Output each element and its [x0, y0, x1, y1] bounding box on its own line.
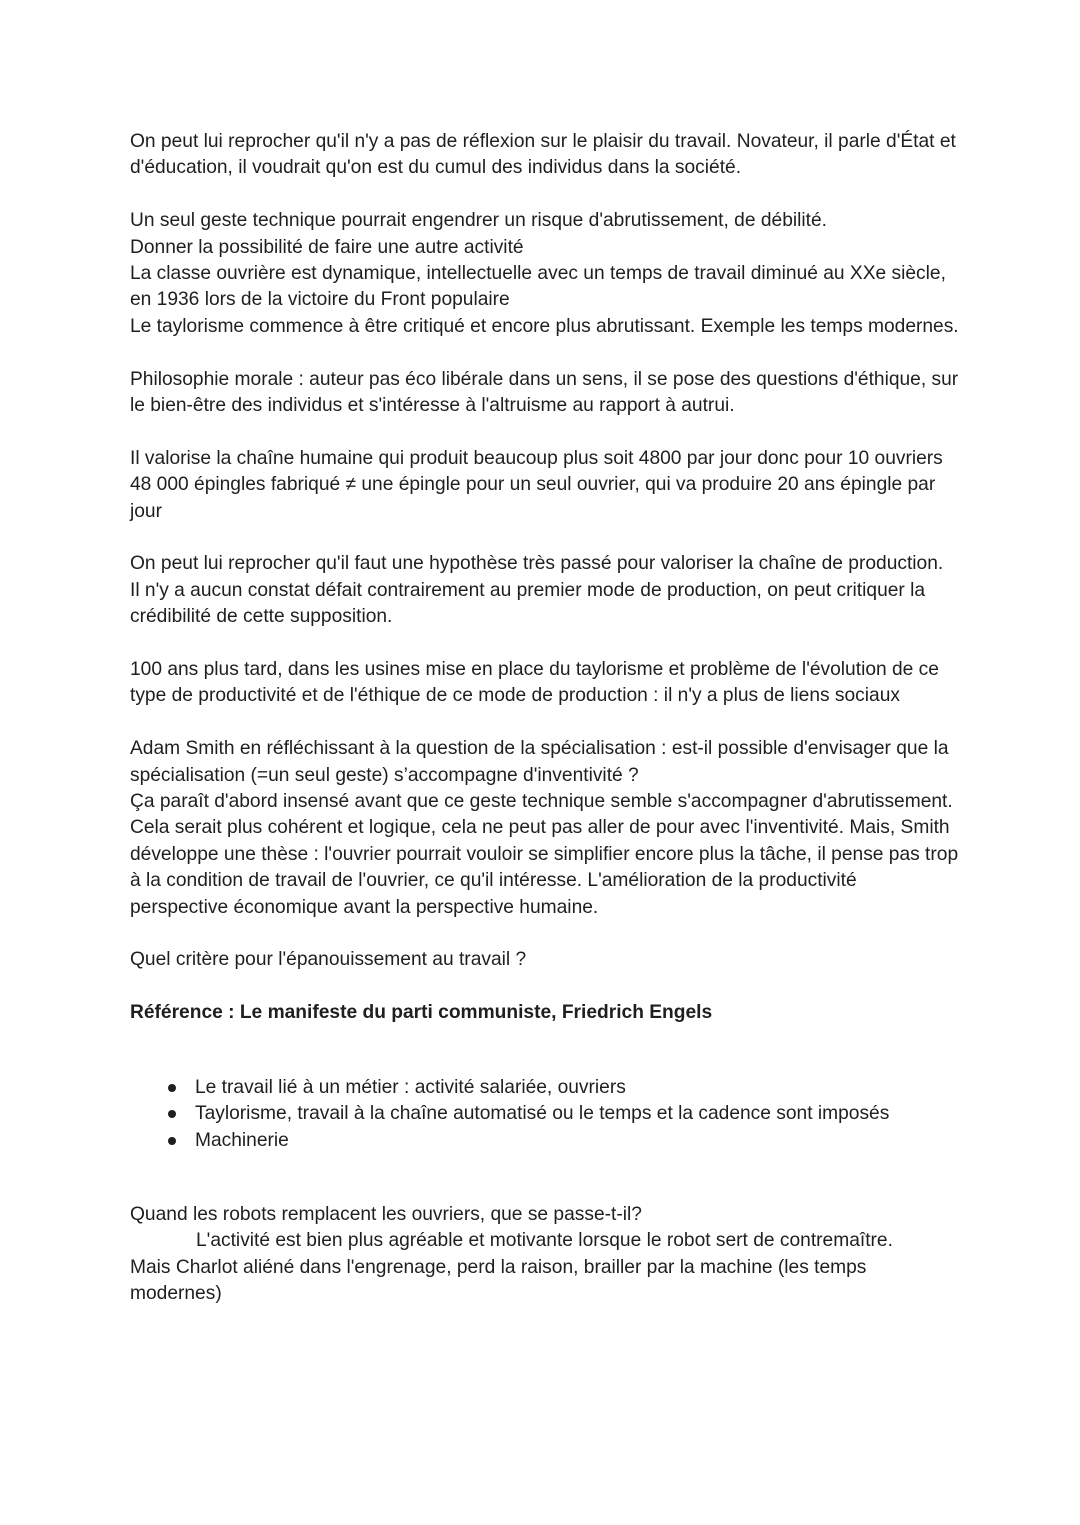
paragraph: La classe ouvrière est dynamique, intellectuelle avec un temps de travail diminué au XXe siècle, en 1936 lors de la victoire du Front populaire	[130, 263, 946, 311]
bullet-icon	[168, 1084, 176, 1092]
bullet-icon	[168, 1137, 176, 1145]
list-item	[164, 1075, 960, 1101]
list-item	[164, 1101, 960, 1127]
document-page	[130, 129, 960, 1308]
list-item	[164, 1128, 960, 1154]
spacer	[130, 1027, 960, 1075]
paragraph: On peut lui reprocher qu'il faut une hypothèse très passé pour valoriser la chaîne de production.	[130, 553, 944, 575]
list-item-text: Le travail lié à un métier : activité salariée, ouvriers	[195, 1076, 626, 1098]
paragraph: 100 ans plus tard, dans les usines mise en place du taylorisme et problème de l'évolution de ce type de productivité et de l'éthique de ce mode de production : il n'y a plus de liens sociaux	[130, 659, 939, 707]
spacer	[130, 631, 960, 657]
spacer	[130, 710, 960, 736]
spacer	[130, 340, 960, 366]
spacer	[130, 182, 960, 208]
paragraph: Ça paraît d'abord insensé avant que ce geste technique semble s'accompagner d'abrutissement. Cela serait plus cohérent et logique, cela ne peut pas aller de pour avec l'inventivité. Mais, Smith développe une thèse : l'ouvrier pourrait vouloir se simplifier encore plus la tâche, il pense pas trop à la condition de travail de l'ouvrier, ce qu'il intéresse. L'amélioration de la productivité perspective économique avant la perspective humaine.	[130, 791, 959, 918]
paragraph: Mais Charlot aliéné dans l'engrenage, perd la raison, brailler par la machine (les temps modernes)	[130, 1256, 867, 1305]
list-item-text: Taylorisme, travail à la chaîne automatisé ou le temps et la cadence sont imposés	[195, 1103, 890, 1125]
reference-heading: Référence : Le manifeste du parti communiste, Friedrich Engels	[130, 1002, 713, 1024]
question: Quel critère pour l'épanouissement au travail ?	[130, 949, 527, 971]
paragraph: Il n'y a aucun constat défait contrairement au premier mode de production, on peut critiquer la crédibilité de cette supposition.	[130, 579, 926, 628]
bullet-list	[130, 1075, 960, 1154]
spacer	[130, 921, 960, 947]
paragraph: On peut lui reprocher qu'il n'y a pas de réflexion sur le plaisir du travail. Novateur, il parle d'État et d'éducation, il voudrait qu'on est du cumul des individus dans la société.	[130, 131, 956, 179]
paragraph: Adam Smith en réfléchissant à la question de la spécialisation : est-il possible d'envisager que la spécialisation (=un seul geste) s’accompagne d'inventivité ?	[130, 738, 949, 786]
spacer	[130, 974, 960, 1000]
spacer	[130, 1154, 960, 1202]
spacer	[130, 525, 960, 551]
question: Quand les robots remplacent les ouvriers, que se passe-t-il?	[130, 1203, 642, 1225]
spacer	[130, 419, 960, 445]
paragraph: Il valorise la chaîne humaine qui produit beaucoup plus soit 4800 par jour donc pour 10 ouvriers 48 000 épingles fabriqué ≠ une épingle pour un seul ouvrier, qui va produire 20 ans épingle par jour	[130, 447, 943, 522]
paragraph: Un seul geste technique pourrait engendrer un risque d'abrutissement, de débilité.	[130, 210, 827, 232]
paragraph: L'activité est bien plus agréable et motivante lorsque le robot sert de contremaître.	[196, 1230, 893, 1252]
paragraph: Philosophie morale : auteur pas éco libérale dans un sens, il se pose des questions d'éthique, sur le bien-être des individus et s'intéresse à l'altruisme au rapport à autrui.	[130, 368, 959, 417]
paragraph: Donner la possibilité de faire une autre activité	[130, 236, 524, 258]
paragraph: Le taylorisme commence à être critiqué et encore plus abrutissant. Exemple les temps modernes.	[130, 315, 959, 337]
list-item-text: Machinerie	[195, 1129, 289, 1151]
bullet-icon	[168, 1110, 176, 1118]
